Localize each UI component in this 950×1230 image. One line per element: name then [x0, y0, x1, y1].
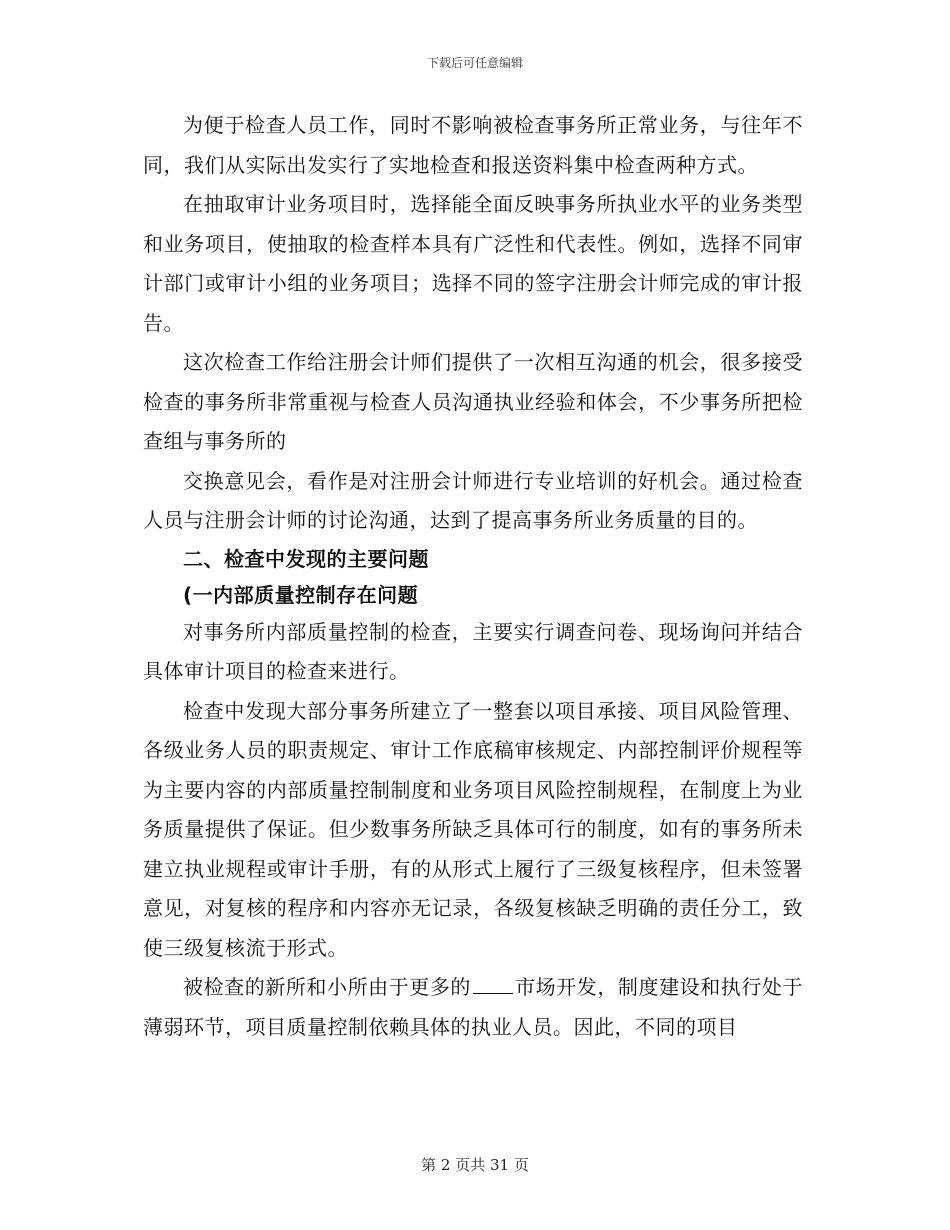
paragraph-2: 在抽取审计业务项目时，选择能全面反映事务所执业水平的业务类型和业务项目，使抽取的检查样本具有广泛性和代表性。例如，选择不同审计部门或审计小组的业务项目；选择不同的签字注册会计师完成的审计报告。: [143, 192, 803, 335]
page-header: 下载后可任意编辑: [426, 56, 523, 70]
paragraph-5: 对事务所内部质量控制的检查，主要实行调查问卷、现场询问并结合具体审计项目的检查来进行。: [143, 619, 803, 683]
page-footer: 第 2 页共 31 页: [421, 1156, 529, 1174]
paragraph-3: 这次检查工作给注册会计师们提供了一次相互沟通的机会，很多接受检查的事务所非常重视与检查人员沟通执业经验和体会，不少事务所把检查组与事务所的: [143, 350, 803, 453]
paragraph-4: 交换意见会，看作是对注册会计师进行专业培训的好机会。通过检查人员与注册会计师的讨论沟通，达到了提高事务所业务质量的目的。: [143, 468, 803, 532]
fill-blank: [473, 975, 513, 994]
document-body: [143, 106, 803, 1047]
subsection-heading: (一内部质量控制存在问题: [183, 582, 419, 607]
paragraph-7-part-2: 市场开发，制度建设和执行处于薄弱环节，项目质量控制依赖具体的执业人员。因此，不同的项目: [143, 975, 803, 1039]
section-heading: 二、检查中发现的主要问题: [183, 546, 429, 571]
paragraph-7-part-1: 被检查的新所和小所由于更多的: [183, 975, 471, 999]
paragraph-1: 为便于检查人员工作，同时不影响被检查事务所正常业务，与往年不同，我们从实际出发实行了实地检查和报送资料集中检查两种方式。: [143, 113, 803, 177]
paragraph-7: [143, 968, 803, 1047]
paragraph-6: 检查中发现大部分事务所建立了一整套以项目承接、项目风险管理、各级业务人员的职责规定、审计工作底稿审核规定、内部控制评价规程等为主要内容的内部质量控制制度和业务项目风险控制规程，在制度上为业务质量提供了保证。但少数事务所缺乏具体可行的制度，如有的事务所未建立执业规程或审计手册，有的从形式上履行了三级复核程序，但未签署意见，对复核的程序和内容亦无记录，各级复核缺乏明确的责任分工，致使三级复核流于形式。: [143, 698, 803, 960]
